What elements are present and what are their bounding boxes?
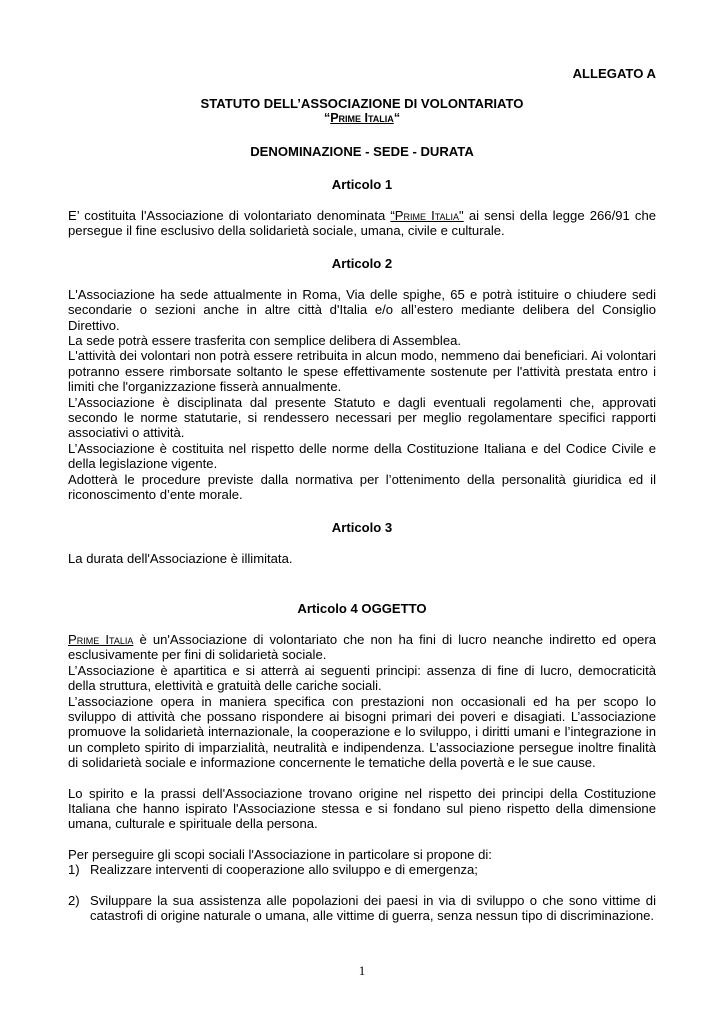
purposes-intro: Per perseguire gli scopi sociali l'Associazione in particolare si propone di: [68, 846, 492, 862]
article-4-paragraph: L’Associazione è apartitica e si atterrà ai seguenti principi: assenza di fine di lucro, democraticità della struttura, elettività e gratuità delle cariche sociali. [68, 662, 656, 694]
article-1-text-after: ai sensi della legge 266/91 che persegue il fine esclusivo della solidarietà sociale, umana, civile e culturale. [68, 208, 657, 239]
article-4-association-name: Prime Italia [68, 631, 134, 647]
article-1-text [68, 208, 656, 239]
page-number: 1 [358, 963, 366, 978]
article-2-paragraph: Adotterà le procedure previste dalla normativa per l’ottenimento della personalità giuridica ed il riconoscimento d’ente morale. [68, 471, 656, 503]
article-2-paragraph: La sede potrà essere trasferita con semplice delibera di Assemblea. [68, 333, 462, 349]
list-item-text: Sviluppare la sua assistenza alle popolazioni dei paesi in via di sviluppo o che sono vittime di catastrofi di origine naturale o umana, alle vittime di guerra, senza nessun tipo di discriminazione. [90, 892, 656, 923]
document-page [68, 64, 656, 923]
article-2-body [68, 287, 656, 503]
article-1-heading: Articolo 1 [331, 177, 393, 192]
list-item-number: 2) [68, 892, 80, 908]
article-2-paragraph: L’Associazione è costituita nel rispetto delle norme della Costituzione Italiana e del Codice Civile e della legislazione vigente. [68, 440, 656, 472]
purposes-list [68, 862, 656, 923]
list-item-text: Realizzare interventi di cooperazione allo sviluppo e di emergenza; [90, 862, 478, 878]
article-2-paragraph: L'attività dei volontari non potrà essere retribuita in alcun modo, nemmeno dai beneficiari. Ai volontari potranno essere rimborsate soltanto le spese effettivamente sostenute per l'attività prestata entro i limiti che l'organizzazione fisserà annualmente. [68, 348, 656, 395]
article-4-first-text: è un'Associazione di volontariato che non ha fini di lucro neanche indiretto ed opera esclusivamente per fini di solidarietà sociale. [68, 631, 656, 663]
article-2-heading: Articolo 2 [331, 255, 393, 271]
section-heading: DENOMINAZIONE - SEDE - DURATA [250, 144, 474, 159]
article-4-spirit-paragraph: Lo spirito e la prassi dell'Associazione trovano origine nel rispetto dei principi della Costituzione Italiana che hanno ispirato l'Associazione stessa e si fondano sul pieno rispetto della dimensione umana, culturale e spirituale della persona. [68, 785, 656, 832]
article-2-paragraph: L’Associazione è disciplinata dal presente Statuto e dagli eventuali regolamenti che, approvati secondo le norme statutarie, si rendessero necessari per meglio regolamentare specifici rapporti associativi o attività. [68, 394, 656, 441]
association-name: Prime Italia [330, 111, 394, 125]
statute-title: STATUTO DELL’ASSOCIAZIONE DI VOLONTARIATO [200, 96, 524, 111]
article-1-association-name: “Prime Italia" [390, 208, 464, 223]
article-3-heading: Articolo 3 [331, 519, 393, 535]
list-item [68, 893, 656, 924]
annex-label: ALLEGATO A [572, 66, 656, 81]
quote-close: “ [393, 111, 401, 125]
association-name-heading [68, 111, 656, 125]
quote-open: “ [323, 111, 331, 125]
article-4-paragraph: L’associazione opera in maniera specifica con prestazioni non occasionali ed ha per scopo lo sviluppo di attività che possano rispondere ai bisogni primari dei poveri e disagiati. L’associazione promuove la solidarietà internazionale, la cooperazione e lo sviluppo, i diritti umani e l’integrazione in un completo spirito di imparzialità, neutralità e indipendenza. L’associazione persegue inoltre finalità di solidarietà sociale e informazione concernente le tematiche della povertà e le sue cause. [68, 693, 656, 771]
article-1-text-before: E’ costituita l'Associazione di volontariato denominata [68, 208, 391, 223]
article-4-first-paragraph [68, 632, 656, 663]
article-4-heading: Articolo 4 OGGETTO [297, 600, 427, 616]
article-3-text: La durata dell'Associazione è illimitata. [68, 550, 293, 566]
list-item [68, 862, 656, 877]
article-4-body [68, 632, 656, 771]
list-item-number: 1) [68, 862, 80, 878]
article-2-paragraph: L'Associazione ha sede attualmente in Roma, Via delle spighe, 65 e potrà istituire o chiudere sedi secondarie o sezioni anche in altre città d'Italia e/o all’estero mediante delibera del Consiglio Direttivo. [68, 286, 656, 333]
